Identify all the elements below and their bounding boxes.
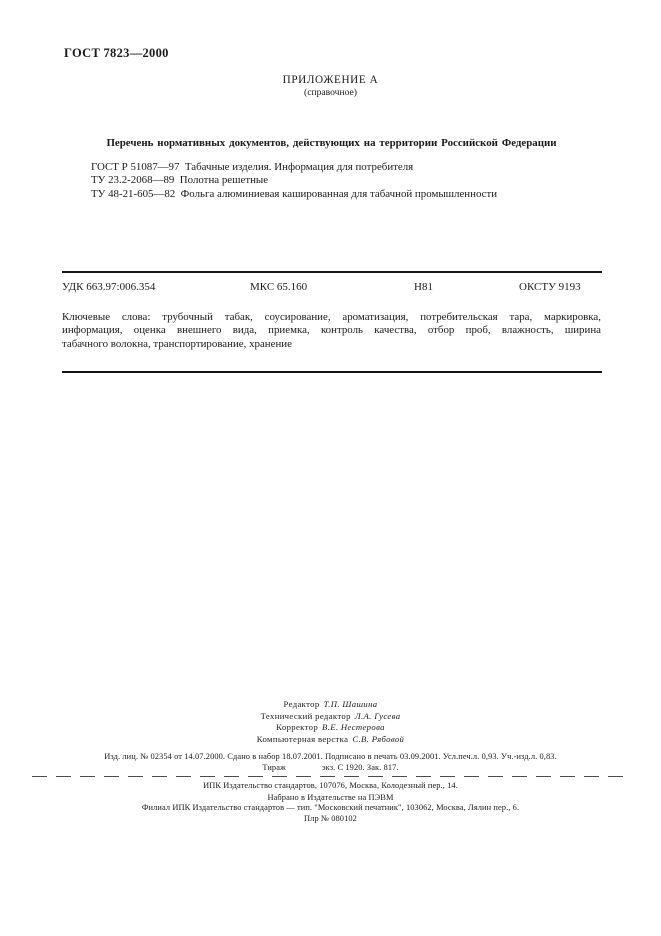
dashed-divider bbox=[32, 776, 629, 777]
appendix-block bbox=[0, 74, 661, 98]
keywords-line: табачного волокна, транспортирование, хранение bbox=[62, 337, 292, 350]
keywords-line: информация, оценка внешнего вида, приемка, контроль качества, отбор проб, влажность, ширина bbox=[62, 324, 601, 337]
credit-name: С.В. Рябовой bbox=[352, 734, 405, 745]
horizontal-rule-bottom bbox=[62, 371, 602, 373]
normative-list-heading: Перечень нормативных документов, действующих на территории Российской Федерации bbox=[106, 137, 557, 149]
credit-role: Корректор bbox=[276, 722, 319, 733]
credit-line bbox=[0, 699, 661, 711]
keywords-line: Ключевые слова: трубочный табак, соусирование, ароматизация, потребительская тара, маркировка, bbox=[62, 311, 601, 323]
tirazh-label: Тираж bbox=[262, 763, 286, 772]
mks-code: МКС 65.160 bbox=[250, 281, 308, 293]
credit-line bbox=[0, 734, 661, 746]
credit-role: Компьютерная верстка bbox=[256, 734, 349, 745]
imprint-license: Плр № 080102 bbox=[304, 814, 357, 823]
credit-role: Технический редактор bbox=[260, 710, 351, 721]
appendix-subtitle: (справочное) bbox=[304, 87, 357, 98]
credits-block bbox=[0, 699, 661, 746]
okstu-code: ОКСТУ 9193 bbox=[519, 281, 581, 293]
horizontal-rule-top bbox=[62, 271, 602, 273]
credit-name: В.Е. Нестерова bbox=[322, 722, 385, 733]
imprint-publisher: ИПК Издательство стандартов, 107076, Москва, Колодезный пер., 14. bbox=[203, 781, 458, 790]
imprint-typeset: Набрано в Издательстве на ПЭВМ bbox=[267, 793, 394, 802]
normative-item: ГОСТ Р 51087—97 Табачные изделия. Информация для потребителя bbox=[91, 161, 414, 173]
normative-list bbox=[91, 161, 497, 201]
keywords-paragraph bbox=[62, 311, 601, 351]
credit-line bbox=[0, 711, 661, 723]
normative-item: ТУ 48-21-605—82 Фольга алюминиевая кашированная для табачной промышленности bbox=[91, 187, 498, 200]
imprint-tirazh-line bbox=[0, 763, 661, 772]
credit-role: Редактор bbox=[283, 699, 320, 709]
normative-item: ТУ 23.2-2068—89 Полотна решетные bbox=[91, 174, 269, 187]
standard-number: ГОСТ 7823—2000 bbox=[64, 46, 169, 60]
group-code: Н81 bbox=[414, 281, 433, 293]
udk-code: УДК 663.97:006.354 bbox=[62, 281, 156, 293]
imprint-edition-line: Изд. лиц. № 02354 от 14.07.2000. Сдано в набор 18.07.2001. Подписано в печать 03.09.2001. Усл.печ.л. 0,93. Уч.-изд.л. 0,83. bbox=[104, 752, 557, 761]
tirazh-rest: экз. С 1920. Зак. 817. bbox=[321, 763, 399, 772]
credit-name: Т.П. Шашина bbox=[323, 699, 378, 709]
appendix-title: ПРИЛОЖЕНИЕ А bbox=[282, 74, 379, 86]
credit-name: Л.А. Гусева bbox=[354, 710, 401, 721]
credit-line bbox=[0, 722, 661, 734]
imprint-branch: Филиал ИПК Издательство стандартов — тип. "Московский печатник", 103062, Москва, Лялин пер., 6. bbox=[141, 803, 520, 812]
